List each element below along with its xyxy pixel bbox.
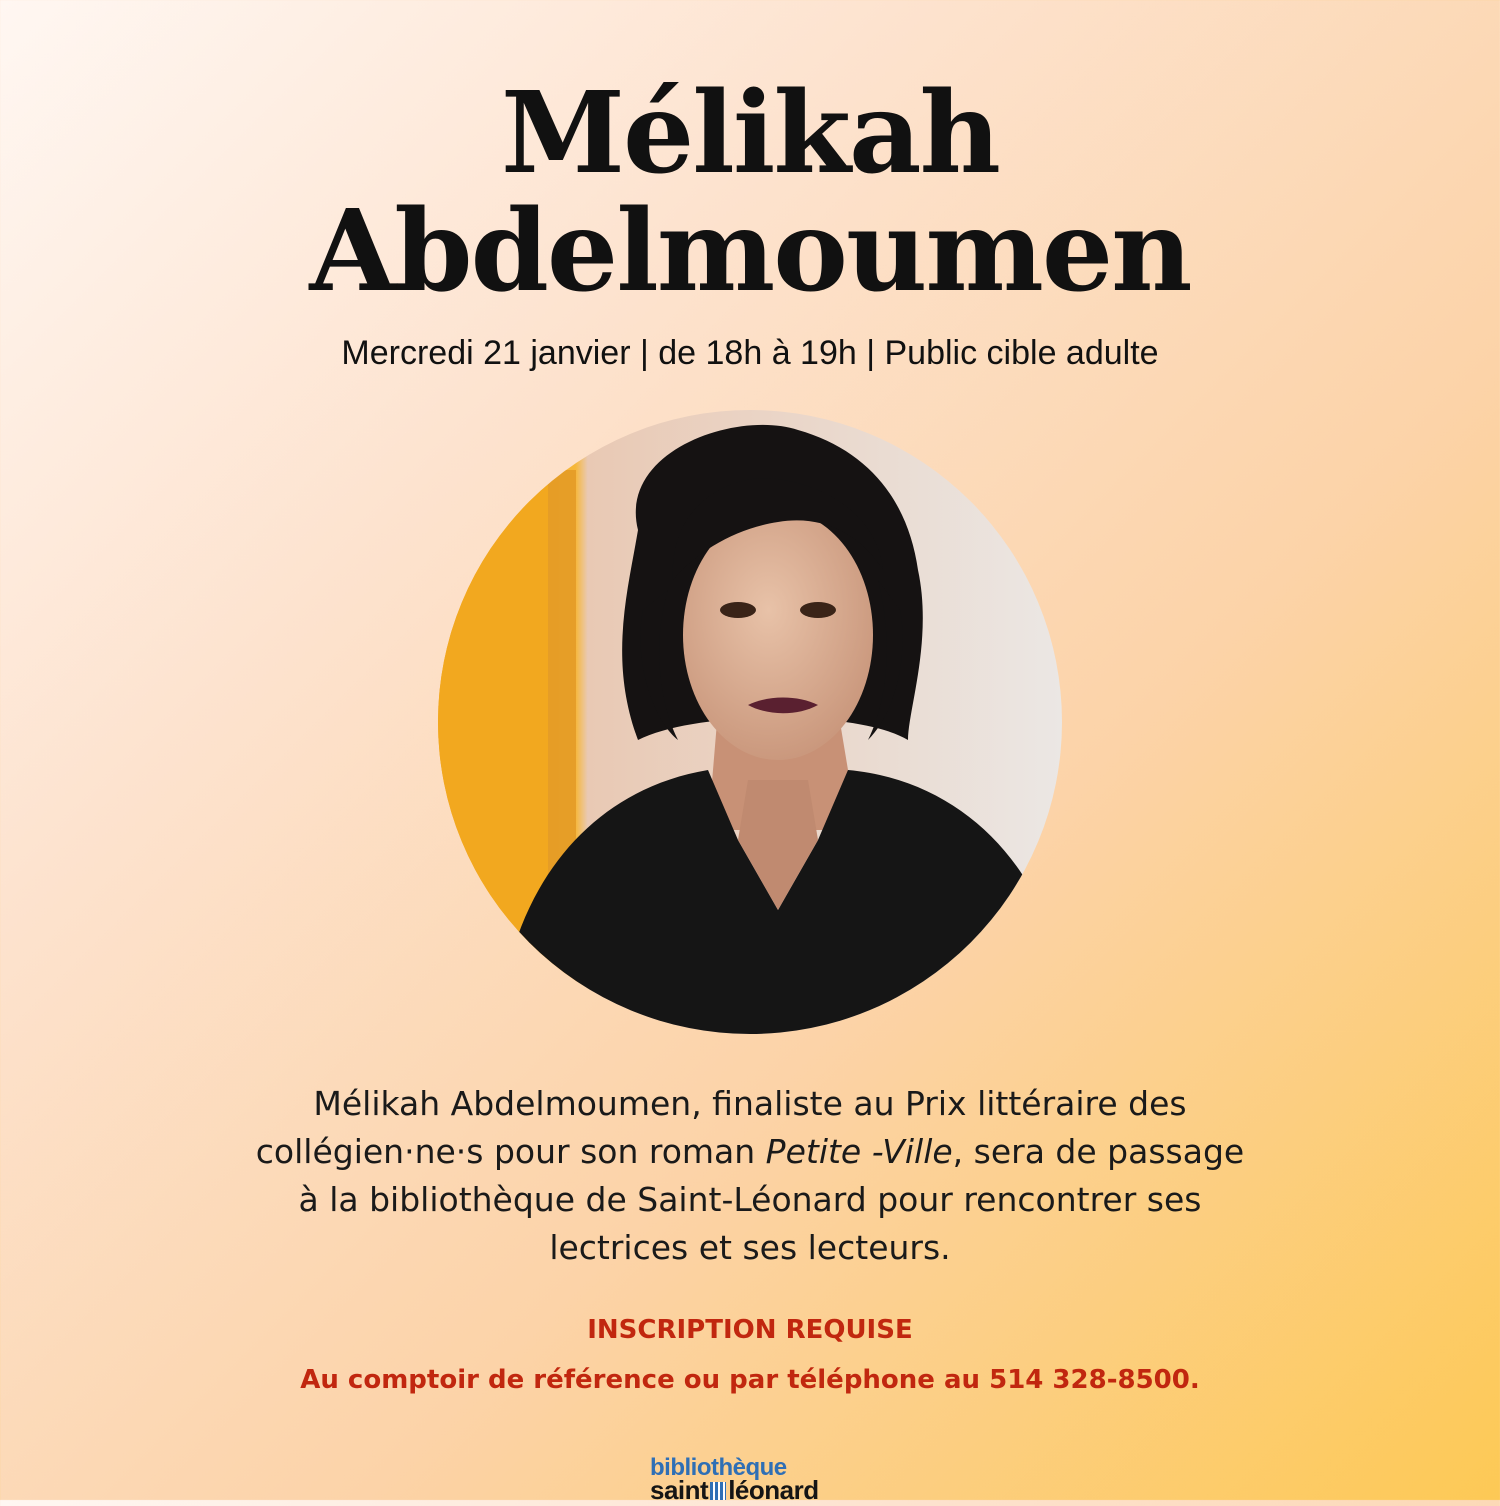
logo-mark-icon (710, 1482, 726, 1500)
event-details: Mercredi 21 janvier | de 18h à 19h | Public cible adulte (341, 334, 1159, 372)
library-logo (648, 1454, 858, 1505)
logo-line1: bibliothèque (650, 1454, 787, 1481)
author-last-name: Abdelmoumen (309, 186, 1191, 317)
registration-detail: Au comptoir de référence ou par téléphone au 514 328-8500. (300, 1365, 1200, 1395)
author-portrait (438, 410, 1062, 1034)
logo-line2: saint léonard (650, 1475, 819, 1505)
registration-title: INSCRIPTION REQUISE (587, 1315, 913, 1345)
book-title: Petite -Ville (765, 1132, 953, 1171)
event-description: Mélikah Abdelmoumen, finaliste au Prix littéraire des collégien·ne·s pour son roman Petite -Ville, sera de passage à la bibliothèque de Saint-Léonard pour rencontrer ses lectrices et ses lecteurs. (255, 1084, 1245, 1267)
author-first-name: Mélikah (501, 68, 999, 199)
